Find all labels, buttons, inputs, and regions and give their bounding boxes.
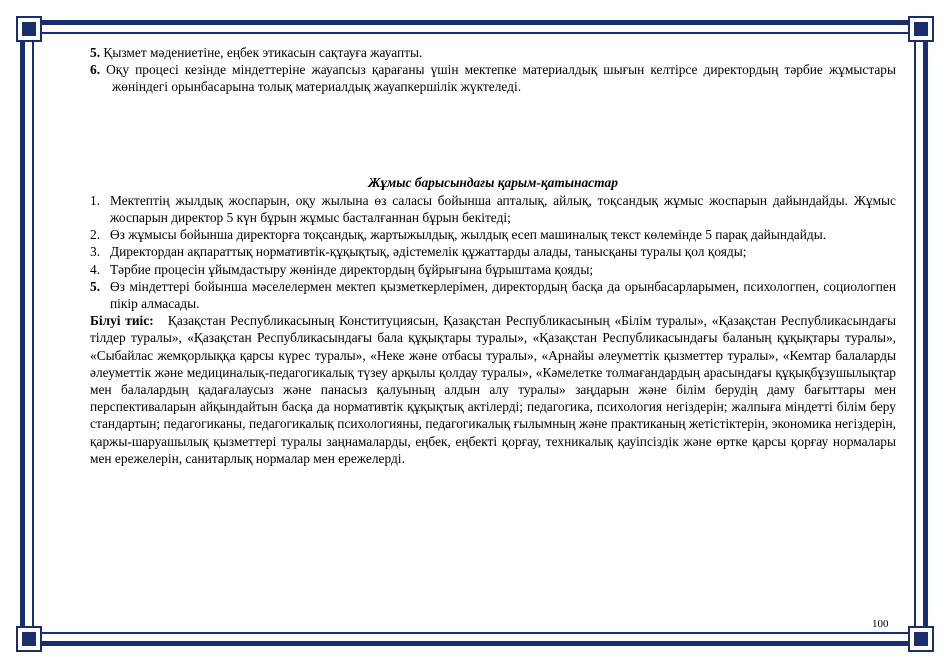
list-item-number: 4.	[90, 261, 101, 277]
blank-space	[90, 96, 896, 174]
list-item	[90, 192, 896, 226]
list-item-text: Мектептің жылдық жоспарын, оқу жылына өз саласы бойынша апталық, айлық, тоқсандық жұмыс жоспарын дайындайды. Жұмыс жоспарын директор 5 күн бұрын жұмыс басталғаннан бұрын бекітеді;	[110, 192, 896, 226]
list-item-text: Өз міндеттері бойынша мәселелермен мектеп қызметкерлерімен, директордың басқа да орынбасарларымен, психологпен, социологпен пікір алмасады.	[110, 278, 896, 312]
top-item	[90, 44, 896, 61]
list-item-number: 2.	[90, 227, 101, 243]
top-item-text: Оқу процесі кезінде міндеттеріне жауапсыз қарағаны үшін мектепке материалдық шығын келтірсе директордың тәрбие жұмыстары жөніндегі орынбасарына толық материалдық жауапкершілік жүктеледі.	[106, 62, 896, 95]
list-item-number: 5.	[90, 278, 101, 294]
top-item-number: 6.	[90, 62, 101, 78]
list-item-number: 1.	[90, 192, 101, 208]
top-item	[90, 61, 896, 95]
page-number: 100	[872, 618, 889, 630]
list-item-number: 3.	[90, 244, 101, 260]
list-item	[90, 226, 896, 243]
frame-corner-ornament	[18, 18, 40, 40]
list-item	[90, 278, 896, 312]
top-item-text: Қызмет мәдениетіне, еңбек этикасын сақтауға жауапты.	[103, 45, 423, 60]
must-know-paragraph	[90, 312, 896, 467]
frame-corner-ornament	[18, 628, 40, 650]
section-heading: Жұмыс барысындағы қарым-қатынастар	[368, 174, 618, 190]
list-item-text: Тәрбие процесін ұйымдастыру жөнінде директордың бұйрығына бұрыштама қояды;	[110, 261, 594, 277]
list-item	[90, 261, 896, 278]
must-know-text: Қазақстан Республикасының Конституциясын, Қазақстан Республикасының «Білім туралы», «Қазақстан Республикасындағы тілдер туралы», «Қазақстан Республикасындағы бала құқықтары туралы», «Қазақстан Республикасындағы баланың құқықтары туралы», «Сыбайлас жемқорлыққа қарсы күрес туралы», «Неке және отбасы туралы», «Арнайы әлеуметтік қызметтер туралы», «Кемтар балаларды әлеуметтік және медициналық-педагогикалық түзеу арқылы қолдау туралы», «Кәмелетке толмағандардың арасындағы құқықбұзушылықтар мен балалардың қадағалаусыз және панасыз қалуының алдын алу туралы» заңдарын және білім берудің даму бағыттары мен перспективаларын айқындайтын басқа да нормативтік құқықтық актілерді; педагогика, психология негіздерін; жалпыға міндетті білім беру стандартын; педагогиканы, педагогикалық психологияны, педагогикалық ғылымның және практиканың жетістіктерін, экономика негіздерін, қаржы-шаруашылық қызметтері туралы заңнамаларды, еңбек, еңбекті қорғау, техникалық қауіпсіздік және өртке қарсы қорғау нормалары мен ережелерін, санитарлық нормалар мен ережелерді.	[90, 313, 897, 466]
list-item	[90, 243, 896, 260]
frame-corner-ornament	[910, 18, 932, 40]
top-item-number: 5.	[90, 45, 101, 60]
relations-list	[90, 192, 896, 312]
list-item-text: Өз жұмысы бойынша директорға тоқсандық, жартыжылдық, жылдық есеп машиналық текст көлемінде 5 парақ дайындайды.	[110, 227, 827, 243]
frame-corner-ornament	[910, 628, 932, 650]
list-item-text: Директордан ақпараттық нормативтік-құқықтық, әдістемелік құжаттарды алады, танысқаны туралы қол қояды;	[110, 244, 747, 260]
must-know-label: Білуі тиіс:	[90, 313, 154, 329]
document-body	[90, 44, 896, 467]
